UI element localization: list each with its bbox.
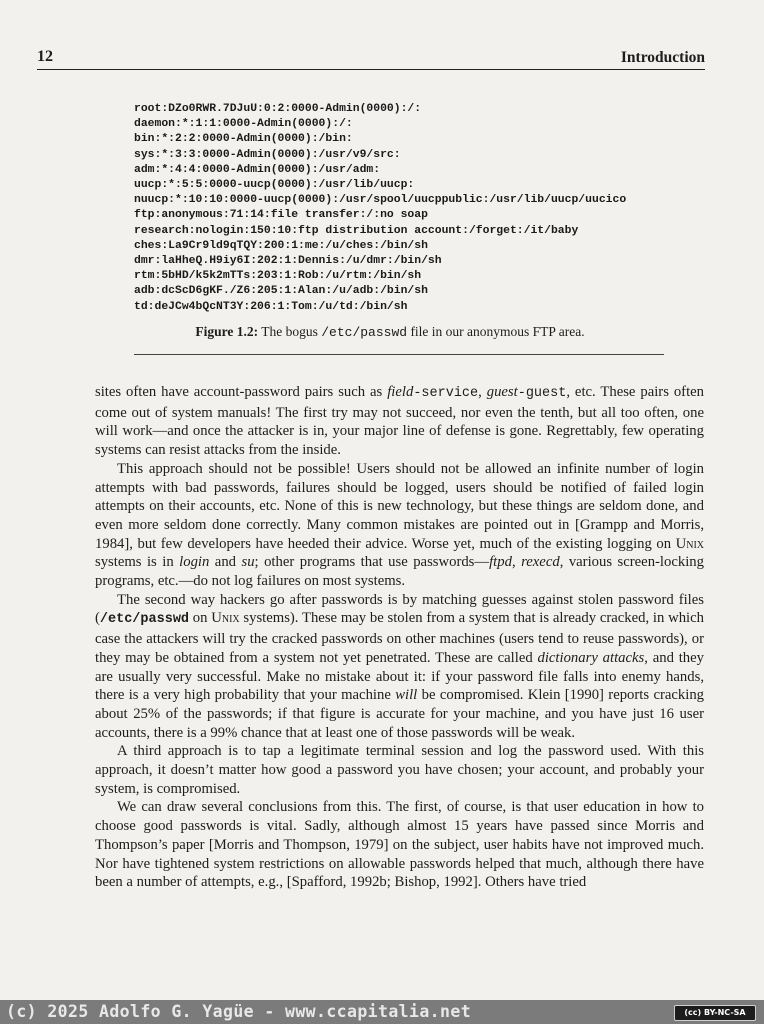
header-rule (37, 69, 705, 70)
caption-text-post: file in our anonymous FTP area. (410, 324, 585, 339)
code-run: /etc/passwd (99, 612, 190, 628)
passwd-line: ches:La9Cr9ld9qTQY:200:1:me:/u/ches:/bin/sh (134, 239, 428, 252)
paragraph-1 (95, 383, 704, 460)
page-number: 12 (37, 48, 53, 65)
text-run: , and they are usually very successful. Make no mistake about it: if your password file falls into enemy hands, there is a very high probability that your machine (95, 649, 704, 704)
text-run: , (478, 384, 487, 400)
text-run: , (511, 554, 522, 571)
passwd-line: nuucp:*:10:10:0000-uucp(0000):/usr/spool/uucppublic:/usr/lib/uucp/uucico (134, 194, 627, 207)
passwd-line: ftp:anonymous:71:14:file transfer:/:no soap (134, 209, 428, 222)
code-run: -guest (517, 386, 567, 401)
italic-run: field (387, 384, 414, 400)
text-run: sites often have account-password pairs such as (95, 384, 388, 400)
passwd-line: research:nologin:150:10:ftp distribution account:/forget:/it/baby (134, 224, 579, 237)
text-run: , etc. These pairs often come out of system manuals! The first try may not succeed, nor even the tenth, but all too often, one will work—and once the attacker is in, your major line of defense is gone. Regrettably, few operating systems can resist attacks from the inside. (95, 384, 705, 459)
italic-run: su (241, 554, 255, 571)
passwd-line: dmr:laHheQ.H9iy6I:202:1:Dennis:/u/dmr:/bin/sh (134, 255, 442, 268)
unix-term: Unix (675, 535, 704, 552)
text-run: This approach should not be possible! Users should not be allowed an infinite number of login attempts with bad passwords, failures should be logged, users should be notified of failed login attempts on their accounts, etc. None of this is new technology, but these things are seldom done, and even more seldom done correctly. Many common mistakes are pointed out in [Grampp and Morris, 1984], but few developers have heeded their advice. Worse yet, much of the existing logging on (95, 460, 704, 552)
italic-run: rexecd (521, 554, 560, 571)
caption-code: /etc/passwd (321, 325, 408, 340)
passwd-line: uucp:*:5:5:0000-uucp(0000):/usr/lib/uucp: (134, 179, 415, 192)
text-run: The second way hackers go after passwords is by matching guesses against stolen password files ( (95, 591, 704, 627)
footer-bar (0, 1000, 764, 1024)
passwd-line: sys:*:3:3:0000-Admin(0000):/usr/v9/src: (134, 148, 401, 161)
footer-credit: (c) 2025 Adolfo G. Yagüe - www.ccapitalia.net (6, 1002, 472, 1021)
caption-label: Figure 1.2: (195, 324, 259, 339)
paragraph-4: A third approach is to tap a legitimate terminal session and log the password used. With this approach, it doesn’t matter how good a password you have chosen; your account, and probably your system, is compromised. (95, 743, 704, 797)
passwd-line: bin:*:2:2:0000-Admin(0000):/bin: (134, 133, 353, 146)
text-run: systems is in (95, 554, 180, 571)
italic-run: will (395, 687, 418, 704)
running-head: Introduction (620, 49, 705, 66)
passwd-line: rtm:5bHD/k5k2mTTs:203:1:Rob:/u/rtm:/bin/sh (134, 270, 422, 283)
text-run: , various screen-locking programs, etc.—do not log failures on most systems. (95, 554, 704, 590)
passwd-line: root:DZo0RWR.7DJuU:0:2:0000-Admin(0000):/: (134, 103, 422, 115)
italic-run: ftpd (489, 554, 512, 571)
caption-text-pre: The bogus (261, 324, 318, 339)
passwd-listing (134, 102, 734, 315)
paragraph-5: We can draw several conclusions from this. The first, of course, is that user education in how to choose good passwords is vital. Sadly, although almost 15 years have passed since Morris and Thompson’s paper [Morris and Thompson, 1979] on the subject, user habits have not improved much. Nor have tightened system restrictions on allowable passwords helped that much, although there have been a number of attempts, e.g., [Spafford, 1992b; Bishop, 1992]. Others have tried (95, 799, 704, 891)
passwd-line: daemon:*:1:1:0000-Admin(0000):/: (134, 118, 353, 131)
text-run: on (189, 610, 212, 627)
text-run: be compromised. Klein [1990] reports cracking about 25% of the passwords; if that figure is accurate for your machine, and you have just 16 user accounts, there is a 99% chance that at least one of those passwords will be weak. (95, 687, 705, 741)
passwd-line: adm:*:4:4:0000-Admin(0000):/usr/adm: (134, 163, 381, 176)
body-text (95, 383, 704, 892)
italic-run: login (179, 554, 210, 571)
code-run: -service (413, 386, 479, 401)
italic-run: guest (486, 384, 518, 400)
paragraph-2 (95, 460, 704, 591)
italic-run: dictionary attacks (537, 649, 645, 666)
figure-rule (134, 354, 664, 355)
figure-caption (120, 324, 660, 340)
license-badge-icon: (cc) BY-NC-SA (674, 1005, 756, 1021)
text-run: and (209, 554, 242, 571)
passwd-line: adb:dcScD6gKF./Z6:205:1:Alan:/u/adb:/bin/sh (134, 285, 428, 298)
text-run: ; other programs that use passwords— (254, 554, 490, 571)
paragraph-3 (95, 591, 704, 743)
unix-term: Unix (211, 610, 240, 627)
text-run: systems). These may be stolen from a system that is already cracked, in which case the attackers will try the cracked passwords on other machines (users tend to reuse passwords), or they may be obtained from a system not yet penetrated. These are called (95, 610, 704, 666)
passwd-line: td:deJCw4bQcNT3Y:206:1:Tom:/u/td:/bin/sh (134, 300, 408, 313)
